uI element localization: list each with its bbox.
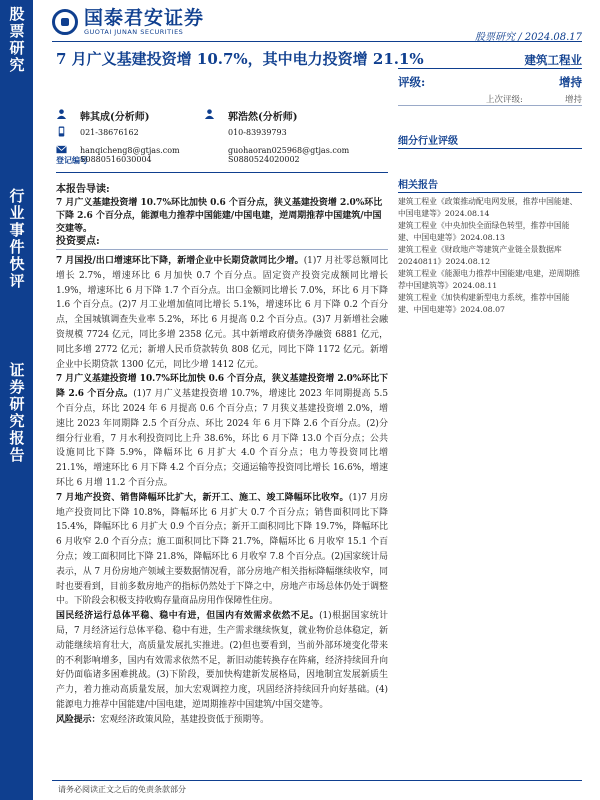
previous-rating-label: 上次评级: — [486, 95, 523, 105]
related-reports-heading: 相关报告 — [398, 180, 438, 191]
header-rule — [52, 41, 582, 42]
section-rule — [56, 249, 388, 250]
rating-label: 评级: — [398, 75, 426, 89]
analyst-name: 韩其成(分析师) — [80, 112, 150, 123]
company-logo — [52, 8, 204, 36]
certificate-label: 登记编号 — [56, 155, 88, 165]
related-report-item[interactable]: 建筑工程业《能源电力推荐中国能建/电建，逆周期推荐中国建筑等》2024.08.11 — [398, 269, 580, 290]
analyst-email[interactable]: guohaoran025968@gtjas.com — [228, 146, 350, 155]
industry-rating-heading: 细分行业评级 — [398, 136, 458, 147]
sidebar-label-securities-report: 证 券 研 究 报 告 — [9, 361, 25, 464]
report-title: 7 月广义基建投资增 10.7%，其中电力投资增 21.1% — [56, 50, 424, 68]
body-paragraph: 7 月国投/出口增速环比下降，新增企业中长期贷款同比少增。(1)7 月社零总额同比增长 2.7%，增速环比 6 月加快 0.7 个百分点。固定资产投资完成额同比增长 1.9%，增速环比 6 月下降 1.7 个百分点。出口金额同比增长 7.0%，环比 6 月下降 1.6 个百分点。(2)7 月工业增加值同比增长 5.1%，增速环比 6 月下降 0.2 个百分点，全国城镇调查失业率 5.2%，环比 6 月提高 0.2 个百分点。(3)7 月新增社会融资规模 7724 亿元，同比多增 2358 亿元。其中新增政府债务净融资 6881 亿元，同比多增 2772 亿元；新增人民币贷款转负 808 亿元，同比下降 1172 亿元。新增企业中长期贷款 1300 亿元，同比少增 1412 亿元。 — [56, 256, 388, 370]
guide-text: 7 月广义基建投资增 10.7%环比加快 0.6 个百分点，狭义基建投资增 2.0%环比下降 2.6 个百分点，能源电力推荐中国能建/中国电建，逆周期推荐中国建筑/中国交建等。 — [56, 198, 383, 234]
disclaimer-footer: 请务必阅读正文之后的免责条款部分 — [58, 785, 186, 794]
person-icon — [56, 108, 67, 119]
analyst-certificate: S0880516030004 — [80, 155, 152, 164]
previous-rating-value: 增持 — [564, 95, 582, 105]
report-body — [56, 254, 388, 728]
guide-heading: 本报告导读: — [56, 184, 110, 195]
analyst-phone: 010-83939793 — [228, 128, 287, 137]
sidebar-label-industry-event: 行 业 事 件 快 评 — [9, 187, 25, 290]
sector-rule — [398, 68, 582, 69]
related-report-item[interactable]: 建筑工程业《中央加快全面绿色转型，推荐中国能建、中国电建等》2024.08.13 — [398, 221, 570, 242]
body-paragraph: 7 月地产投资、销售降幅环比扩大，新开工、施工、竣工降幅环比收窄。(1)7 月房地产投资同比下降 10.8%，降幅环比 6 月扩大 0.7 个百分点；销售面积同比下降 15.4%，降幅环比 6 月扩大 0.9 个百分点；新开工面积同比下降 19.7%，降幅环比 6 月收窄 2.0 个百分点；施工面积同比下降 21.7%，降幅环比 6 月收窄 15.1 个百分点；竣工面积同比下降 21.8%，降幅环比 6 月收窄 7.8 个百分点。(2)国家统计局表示，从 7 月份房地产领域主要数据情况看，部分房地产相关指标降幅继续收窄，同时也要看到，目前多数房地产的指标仍然处于下降之中，房地产市场总体仍处于调整中。下阶段会积极支持收购存量商品房用作保障性住房。 — [56, 492, 389, 607]
logo-name-en: GUOTAI JUNAN SECURITIES — [84, 28, 184, 36]
section-rule — [56, 172, 388, 173]
body-paragraph: 国民经济运行总体平稳、稳中有进，但国内有效需求依然不足。(1)根据国家统计局，7 月经济运行总体平稳、稳中有进，生产需求继续恢复，就业物价总体稳定，新动能继续培育壮大，高质量发展扎实推进。(2)但也要看到，当前外部环境变化带来的不利影响增多，国内有效需求依然不足，新旧动能转换存在阵痛，经济持续回升向好仍面临诸多困难挑战。(3)下阶段，要加快构建新发展格局，因地制宜发展新质生产力，着力推动高质量发展，加大宏观调控力度，巩固经济持续回升向好基础。(4)能源电力推荐中国能建/中国电建，逆周期推荐中国建筑/中国交建等。 — [56, 611, 389, 710]
email-icon — [56, 144, 67, 155]
sector-name: 建筑工程业 — [524, 53, 582, 67]
logo-name-cn: 国泰君安证券 — [84, 7, 205, 29]
side-rule — [398, 148, 582, 149]
phone-icon — [56, 126, 67, 137]
rating-value: 增持 — [559, 75, 582, 89]
sidebar-label-stock-research: 股 票 研 究 — [9, 5, 25, 74]
analyst-phone: 021-38676162 — [80, 128, 139, 137]
side-rule — [398, 192, 582, 193]
related-report-item[interactable]: 建筑工程业《财政地产等建筑产业链全景数据库 20240811》2024.08.12 — [398, 245, 562, 266]
footer-rule — [52, 780, 582, 781]
risk-paragraph: 风险提示：宏观经济政策风险，基建投资低于预期等。 — [56, 714, 269, 725]
related-report-item[interactable]: 建筑工程业《政策推动配电网发展，推荐中国能建、中国电建等》2024.08.14 — [398, 197, 578, 218]
related-reports-list — [398, 196, 582, 316]
related-report-item[interactable]: 建筑工程业《加快构建新型电力系统，推荐中国能建、中国电建等》2024.08.07 — [398, 293, 570, 314]
rating-rule — [398, 105, 582, 106]
logo-mark-icon — [52, 9, 78, 35]
sidebar-band — [0, 0, 33, 800]
investment-heading: 投资要点: — [56, 236, 100, 247]
body-paragraph: 7 月广义基建投资增 10.7%环比加快 0.6 个百分点，狭义基建投资增 2.0%环比下降 2.6 个百分点。(1)7 月广义基建投资增 10.7%，增速比 2023 年同期提高 5.5 个百分点，环比 2024 年 6 月提高 0.6 个百分点；7 月狭义基建投资增 2.0%，增速比 2023 年同期降 2.5 个百分点、环比 2024 年 6 月下降 2.6 个百分点。(2)分细分行业看，7 月水利投资同比上升 38.6%，环比 6 月下降 13.0 个百分点；公共设施同比下降 5.9%，降幅环比 6 月扩大 4.0 个百分点；电力等投资同比增 21.1%，增速环比 6 月下降 4.2 个百分点；交通运输等投资同比增长 16.6%，增速环比 6 月增 11.2 个百分点。 — [56, 374, 388, 488]
analyst-email[interactable]: hanqicheng8@gtjas.com — [80, 146, 180, 155]
analyst-name: 郭浩然(分析师) — [228, 112, 298, 123]
person-icon — [204, 108, 215, 119]
analyst-certificate: S0880524020002 — [228, 155, 300, 164]
header-date: 股票研究 / 2024.08.17 — [475, 32, 582, 43]
